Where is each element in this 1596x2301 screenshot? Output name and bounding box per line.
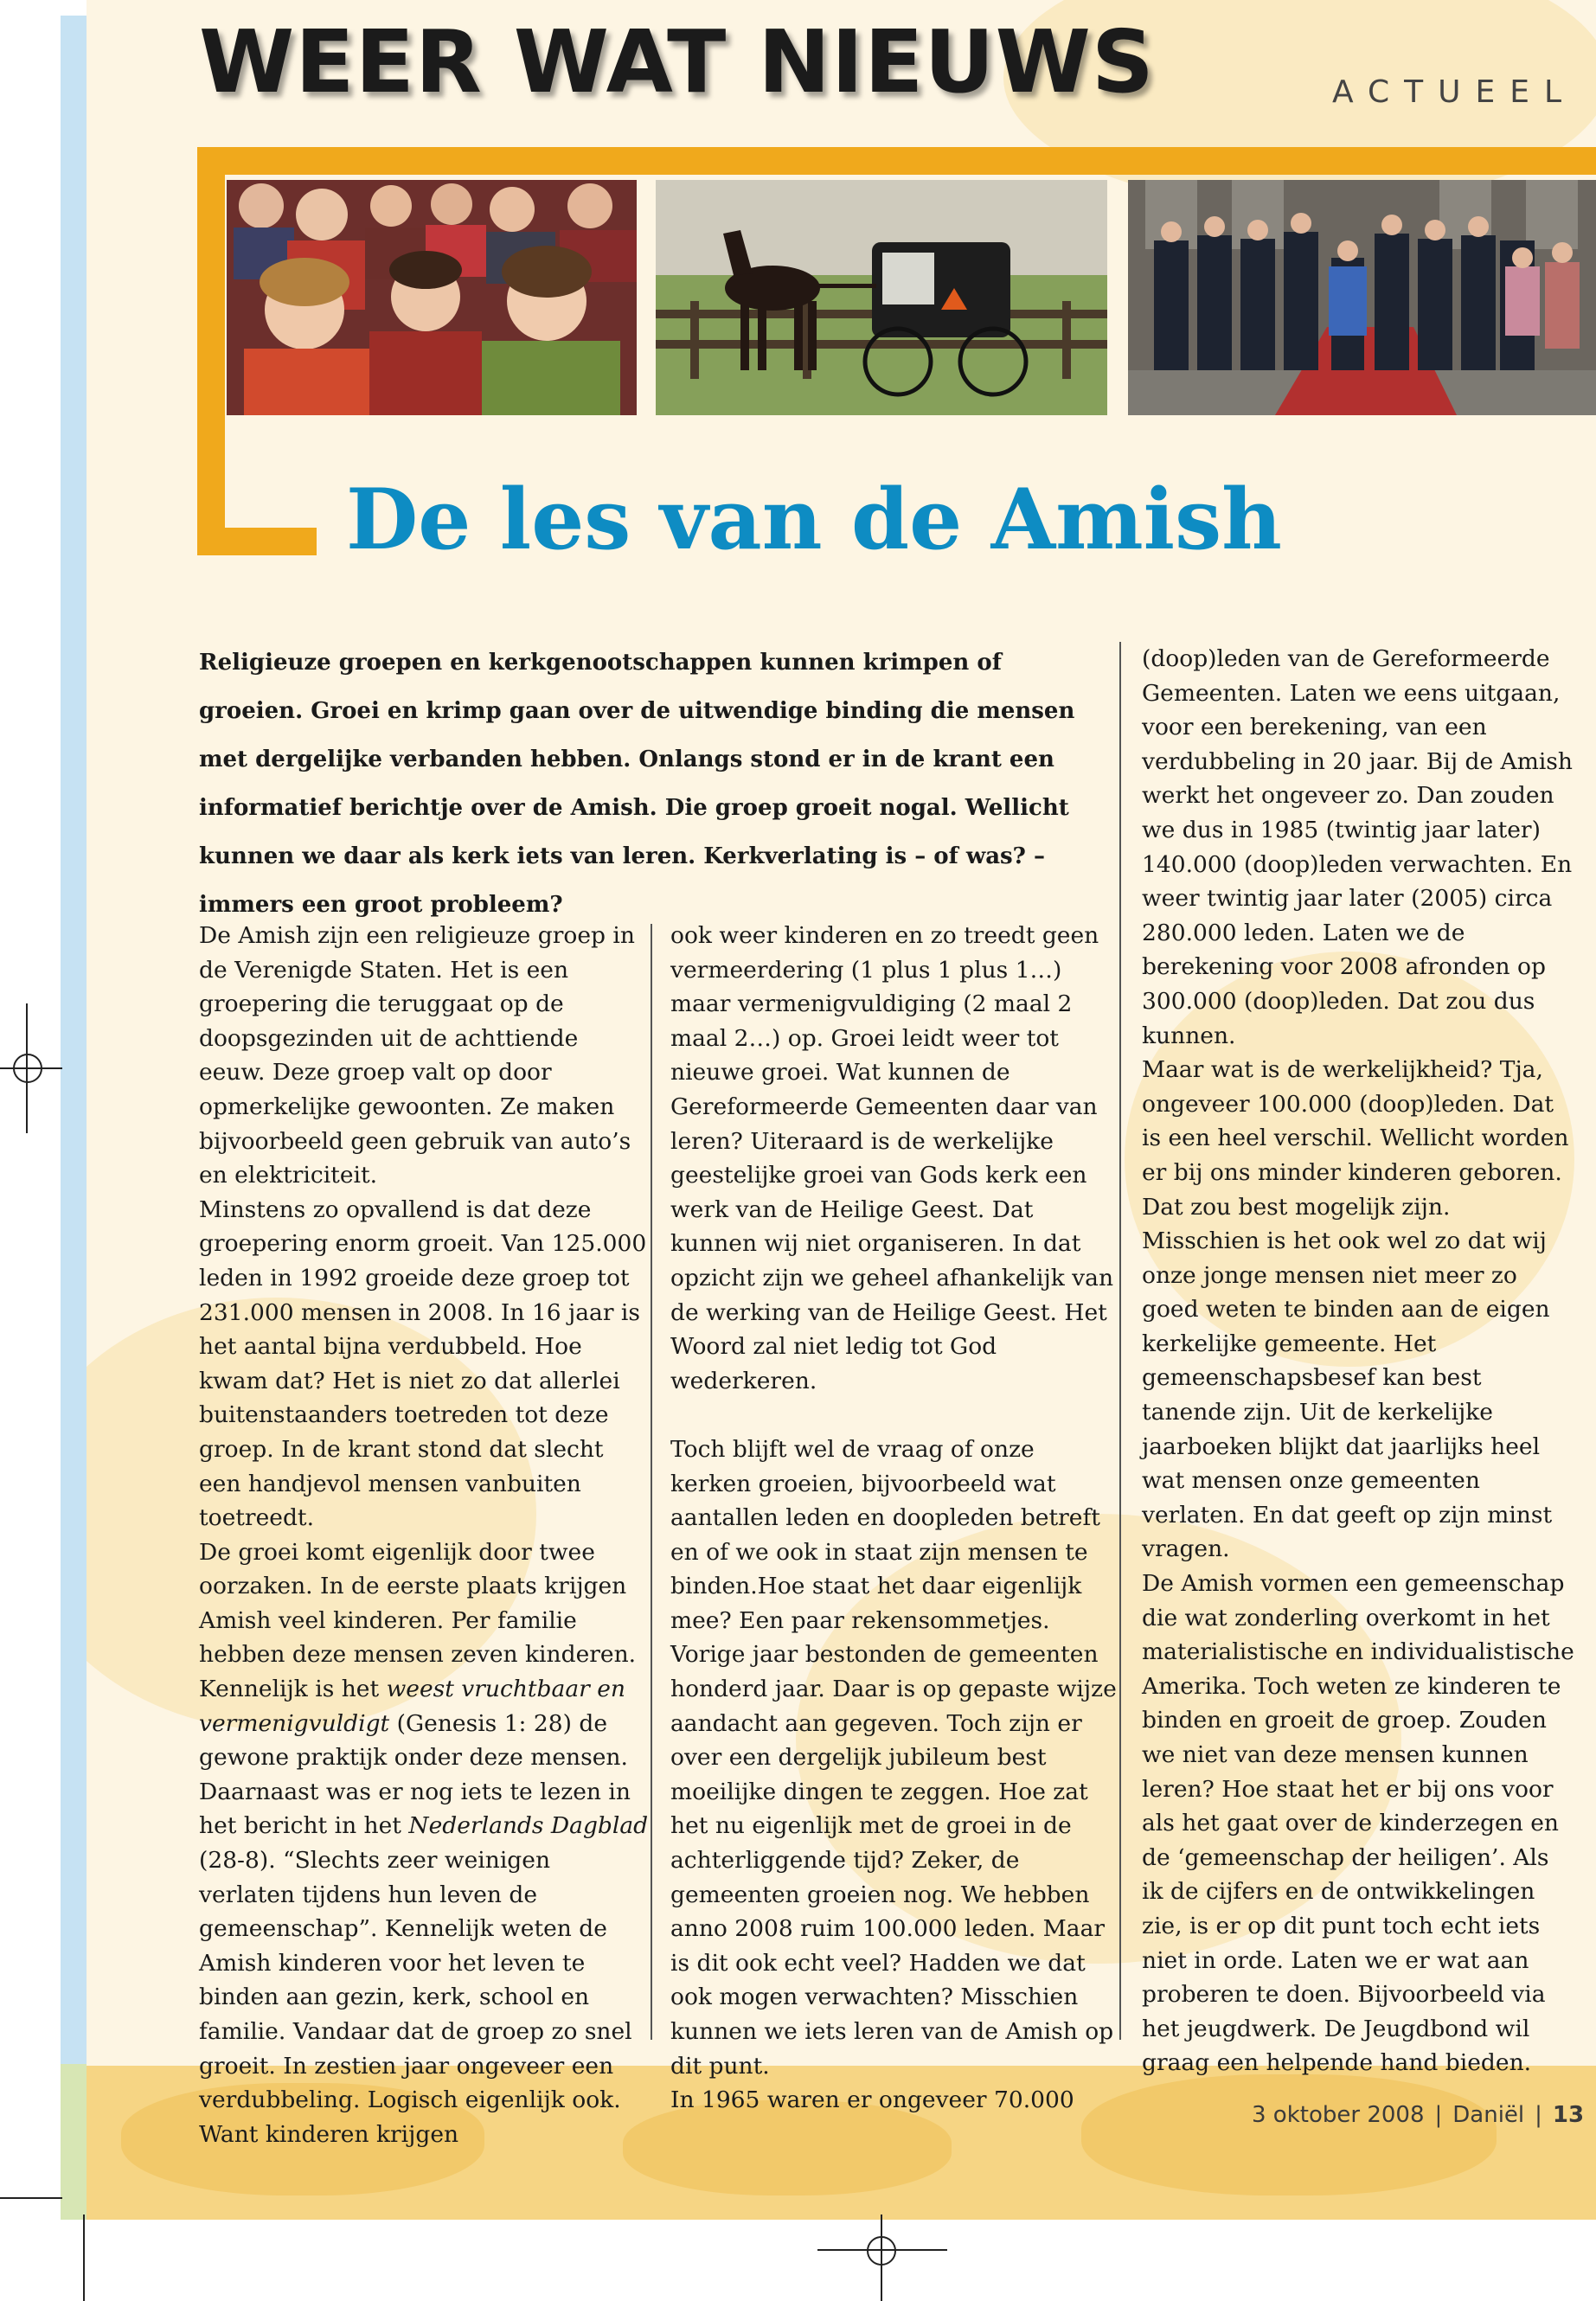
column-divider (1119, 642, 1121, 2040)
photo-horse-buggy (656, 180, 1107, 415)
left-color-strip (61, 16, 87, 2064)
paragraph-gap (670, 1398, 1120, 1433)
footer-separator: | (1535, 2102, 1542, 2128)
article-column-1 (199, 919, 649, 2151)
paragraph: ook weer kinderen en zo treedt geen vermeerdering (1 plus 1 plus 1…) maar vermenigvuldiging (2 maal 2 maal 2…) op. Groei leidt weer tot nieuwe groei. Wat kunnen de Gereformeerde Gemeenten daar van leren? Uiteraard is de werkelijke geestelijke groei van Gods kerk een werk van de Heilige Geest. Dat kunnen wij niet organiseren. In dat opzicht zijn we geheel afhankelijk van de werking van de Heilige Geest. Het Woord zal niet ledig tot God wederkeren. (670, 922, 1114, 1394)
article-headline: De les van de Amish (346, 471, 1282, 568)
photo-horse-buggy-illustration (656, 180, 1107, 415)
photo-group-portrait-illustration (1128, 180, 1596, 415)
accent-bracket-top (197, 147, 1596, 175)
photo-audience-illustration (227, 180, 637, 415)
text-run: (Genesis 1: 28) de gewone praktijk onder deze mensen. Daarnaast was er nog iets te lezen in het bericht in het (199, 1709, 631, 1840)
paragraph: Toch blijft wel de vraag of onze kerken groeien, bijvoorbeeld wat aantallen leden en doopleden betreft en of we ook in staat zijn mensen te binden.Hoe staat het daar eigenlijk mee? Een paar rekensommetjes. (670, 1435, 1100, 1634)
article-column-3 (1142, 642, 1574, 2080)
italic-newspaper-name: Nederlands Dagblad (408, 1812, 649, 1840)
paragraph: De Amish vormen een gemeenschap die wat zonderling overkomt in het materialistische en individualistische Amerika. Toch weten ze kinderen te binden en groeit de groep. Zouden we niet van deze mensen kunnen leren? Hoe staat het er bij ons voor als het gaat over de kinderzegen en de ‘gemeenschap der heiligen’. Als ik de cijfers en de ontwikkelingen zie, is er op dit punt toch echt iets niet in orde. Laten we er wat aan proberen te doen. Bijvoorbeeld via het jeugdwerk. De Jeugdbond wil graag een helpende hand bieden. (1142, 1570, 1574, 2077)
paragraph: (doop)leden van de Gereformeerde Gemeenten. Laten we eens uitgaan, voor een berekening, van een verdubbeling in 20 jaar. Bij de Amish werkt het ongeveer zo. Dan zouden we dus in 1985 (twintig jaar later) 140.000 (doop)leden verwachten. En weer twintig jaar later (2005) circa 280.000 leden. Laten we de berekening voor 2008 afronden op 300.000 (doop)leden. Dat zou dus kunnen. (1142, 645, 1573, 1049)
paragraph: Minstens zo opvallend is dat deze groepering enorm groeit. Van 125.000 leden in 1992 groeide deze groep tot 231.000 mensen in 2008. In 16 jaar is het aantal bijna verdubbeld. Hoe kwam dat? Het is niet zo dat allerlei buitenstaanders toetreden tot deze groep. In de krant stond dat slecht een handjevol mensen vanbuiten toetreedt. (199, 1195, 647, 1532)
masthead-title: WEER WAT NIEUWS (199, 11, 1155, 112)
article-column-2 (670, 919, 1120, 2118)
accent-bracket-bottom (197, 528, 317, 555)
world-map-decoration (1081, 2074, 1497, 2195)
page-number: 13 (1552, 2102, 1585, 2128)
paragraph: Maar wat is de werkelijkheid? Tja, ongeveer 100.000 (doop)leden. Dat is een heel verschil. Wellicht worden er bij ons minder kinderen geboren. Dat zou best mogelijk zijn. Misschien is het ook wel zo dat wij onze jonge mensen niet meer zo goed weten te binden aan de eigen kerkelijke gemeente. Het gemeenschapsbesef kan best tanende zijn. Uit de kerkelijke jaarboeken blijkt dat jaarlijks heel wat mensen onze gemeenten verlaten. En dat geeft op zijn minst vragen. (1142, 1056, 1569, 1563)
paragraph (199, 1535, 649, 2152)
registration-mark-icon (864, 2234, 899, 2268)
paragraph: In 1965 waren er ongeveer 70.000 (670, 2086, 1074, 2114)
column-divider (651, 924, 652, 2040)
registration-mark-icon (10, 1051, 45, 1086)
italic-quote: weest vruchtbaar en vermenigvuldigt (199, 1676, 625, 1737)
paragraph: Vorige jaar bestonden de gemeenten honderd jaar. Daar is op gepaste wijze aandacht aan gegeven. Toch zijn er over een dergelijk jubileum best moeilijke dingen te zeggen. Hoe zat het nu eigenlijk met de groei in de achterliggende tijd? Zeker, de gemeenten groeien nog. We hebben anno 2008 ruim 100.000 leden. Maar is dit ook echt veel? Hadden we dat ook mogen verwachten? Misschien kunnen we iets leren van de Amish op dit punt. (670, 1641, 1117, 2080)
article-intro: Religieuze groepen en kerkgenootschappen kunnen krimpen of groeien. Groei en krimp gaan over de uitwendige binding die mensen met dergelijke verbanden hebben. Onlangs stond er in de krant een informatief berichtje over de Amish. Die groep groeit nogal. Wellicht kunnen we daar als kerk iets van leren. Kerkverlating is – of was? – immers een groot probleem? (199, 650, 1075, 918)
accent-bracket-left (197, 147, 225, 555)
photo-group-portrait (1128, 180, 1596, 415)
section-label: ACTUEEL (1332, 74, 1577, 110)
magazine-name: Daniël (1452, 2102, 1525, 2128)
photo-audience (227, 180, 637, 415)
paragraph: De Amish zijn een religieuze groep in de Verenigde Staten. Het is een groepering die teruggaat op de doopsgezinden uit de achttiende eeuw. Deze groep valt op door opmerkelijke gewoonten. Ze maken bijvoorbeeld geen gebruik van auto’s en elektriciteit. (199, 922, 635, 1189)
footer-separator: | (1434, 2102, 1443, 2128)
crop-mark (0, 2197, 62, 2199)
left-color-strip-bottom (61, 2064, 87, 2220)
text-run: De groei komt eigenlijk door twee oorzaken. In de eerste plaats krijgen Amish veel kinderen. Per familie hebben deze mensen zeven kinderen. Kennelijk is het (199, 1538, 637, 1703)
page-footer (1252, 2102, 1584, 2128)
crop-mark (83, 2214, 85, 2301)
text-run: (28-8). “Slechts zeer weinigen verlaten tijdens hun leven de gemeenschap”. Kennelijk weten de Amish kinderen voor het leven te binden aan gezin, kerk, school en familie. Vandaar dat de groep zo snel groeit. In zestien jaar ongeveer een verdubbeling. Logisch eigenlijk ook. Want kinderen krijgen (199, 1847, 632, 2148)
issue-date: 3 oktober 2008 (1252, 2102, 1425, 2128)
